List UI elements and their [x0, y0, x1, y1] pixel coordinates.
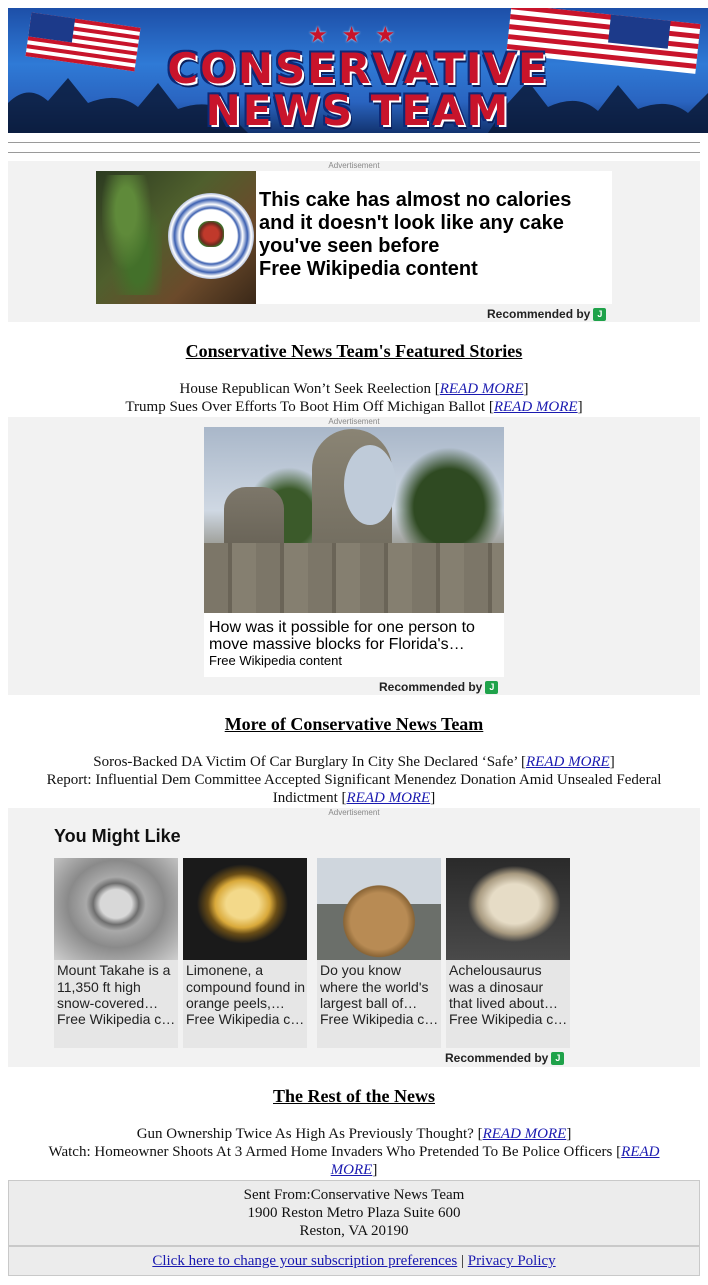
ad-block-2	[8, 417, 700, 695]
tile-image-mountain[interactable]	[54, 858, 178, 960]
tile-source: Free Wikipedia c…	[186, 1011, 305, 1027]
tile-source: Free Wikipedia c…	[449, 1011, 568, 1027]
tile-image-dinosaur-skull[interactable]	[446, 858, 570, 960]
read-more-link[interactable]: READ MORE	[482, 1126, 567, 1142]
read-more-link[interactable]: READ MORE	[346, 790, 431, 806]
recommendation-tile[interactable]	[317, 858, 441, 1048]
story-item: Report: Influential Dem Committee Accepted Significant Menendez Donation Amid Unsealed Federal Indictment [READ MORE]	[46, 772, 662, 806]
story-item: Soros-Backed DA Victim Of Car Burglary In City She Declared ‘Safe’ [READ MORE]	[93, 754, 615, 770]
tile-source: Free Wikipedia c…	[320, 1011, 439, 1027]
address-line-2: Reston, VA 20190	[299, 1223, 409, 1239]
ad-card-coral-castle[interactable]	[204, 427, 504, 677]
tile-image-twine-ball[interactable]	[317, 858, 441, 960]
read-more-link[interactable]: READ MORE	[493, 399, 578, 415]
ad-image-stone-monument[interactable]	[204, 427, 504, 613]
recommender-logo-icon[interactable]: J	[551, 1052, 564, 1065]
ad-label: Advertisement	[328, 417, 380, 426]
story-headline: Gun Ownership Twice As High As Previously Thought?	[136, 1126, 474, 1142]
tile-headline[interactable]: Mount Takahe is a 11,350 ft high snow-covered…	[57, 962, 171, 1011]
story-item: Trump Sues Over Efforts To Boot Him Off Michigan Ballot [READ MORE]	[125, 399, 583, 415]
sent-from: Sent From:Conservative News Team	[243, 1187, 465, 1203]
read-more-link[interactable]: READ MORE	[526, 754, 610, 770]
recommendation-tile[interactable]	[446, 858, 570, 1048]
ad-source: Free Wikipedia content	[209, 653, 342, 668]
recommended-by-label: Recommended by	[445, 1051, 549, 1065]
ad-headline-text[interactable]: This cake has almost no calories and it doesn't look like any cake you've seen before	[259, 189, 572, 257]
privacy-policy-link[interactable]: Privacy Policy	[467, 1253, 556, 1269]
recommendation-tile[interactable]	[183, 858, 307, 1048]
story-headline: Report: Influential Dem Committee Accepted Significant Menendez Donation Amid Unsealed Federal Indictment	[46, 772, 662, 806]
tile-headline[interactable]: Do you know where the world's largest ball of…	[320, 962, 429, 1011]
tile-source: Free Wikipedia c…	[57, 1011, 176, 1027]
footer-links	[8, 1246, 700, 1276]
divider	[8, 142, 700, 143]
tile-headline[interactable]: Limonene, a compound found in orange peels,…	[186, 962, 306, 1011]
story-headline: Trump Sues Over Efforts To Boot Him Off Michigan Ballot	[125, 399, 486, 415]
link-separator: |	[460, 1253, 464, 1269]
tile-headline[interactable]: Achelousaurus was a dinosaur that lived about…	[449, 962, 558, 1011]
recommended-by[interactable]	[379, 680, 498, 694]
you-might-like-heading: You Might Like	[54, 826, 181, 846]
story-headline: Watch: Homeowner Shoots At 3 Armed Home Invaders Who Pretended To Be Police Officers	[48, 1144, 613, 1160]
read-more-link[interactable]: READ MORE	[439, 381, 524, 397]
subscription-preferences-link[interactable]: Click here to change your subscription preferences	[152, 1253, 458, 1269]
divider	[8, 152, 700, 153]
recommender-logo-icon[interactable]: J	[593, 308, 606, 321]
ad-headline[interactable]: How was it possible for one person to move massive blocks for Florida's…	[209, 619, 475, 653]
banner-title-line2: NEWS TEAM	[205, 86, 511, 133]
recommended-by[interactable]	[445, 1051, 564, 1065]
banner-title-line1: CONSERVATIVE	[167, 44, 549, 93]
tile-image-lemon[interactable]	[183, 858, 307, 960]
story-headline: Soros-Backed DA Victim Of Car Burglary In City She Declared ‘Safe’	[93, 754, 518, 770]
section-title-rest: The Rest of the News	[273, 1086, 435, 1106]
ad-card-cake[interactable]	[96, 171, 612, 304]
ad-block-1	[8, 161, 700, 322]
footer-address	[8, 1180, 700, 1246]
story-headline: House Republican Won’t Seek Reelection	[179, 381, 432, 397]
ad-image-cake[interactable]	[96, 171, 256, 304]
recommended-by-label: Recommended by	[379, 680, 483, 694]
newsletter-banner	[8, 8, 708, 133]
recommender-logo-icon[interactable]: J	[485, 681, 498, 694]
ad-label: Advertisement	[328, 161, 380, 170]
banner-stars: ★★★	[308, 22, 410, 47]
recommendation-tile[interactable]	[54, 858, 178, 1048]
ad-label: Advertisement	[328, 808, 380, 817]
story-item: House Republican Won’t Seek Reelection [READ MORE]	[179, 381, 529, 397]
story-item: Watch: Homeowner Shoots At 3 Armed Home Invaders Who Pretended To Be Police Officers [READ MORE]	[48, 1144, 660, 1178]
read-more-link[interactable]: READ MORE	[330, 1144, 660, 1178]
recommended-by-label: Recommended by	[487, 307, 591, 321]
ad-headline[interactable]	[259, 189, 599, 281]
address-line-1: 1900 Reston Metro Plaza Suite 600	[247, 1205, 461, 1221]
section-title-more: More of Conservative News Team	[224, 714, 484, 734]
ad-block-3	[8, 808, 700, 1067]
ad-source: Free Wikipedia content	[259, 258, 478, 280]
section-title-featured: Conservative News Team's Featured Stories	[185, 341, 523, 361]
story-item: Gun Ownership Twice As High As Previously Thought? [READ MORE]	[136, 1126, 572, 1142]
recommended-by[interactable]	[487, 307, 606, 321]
